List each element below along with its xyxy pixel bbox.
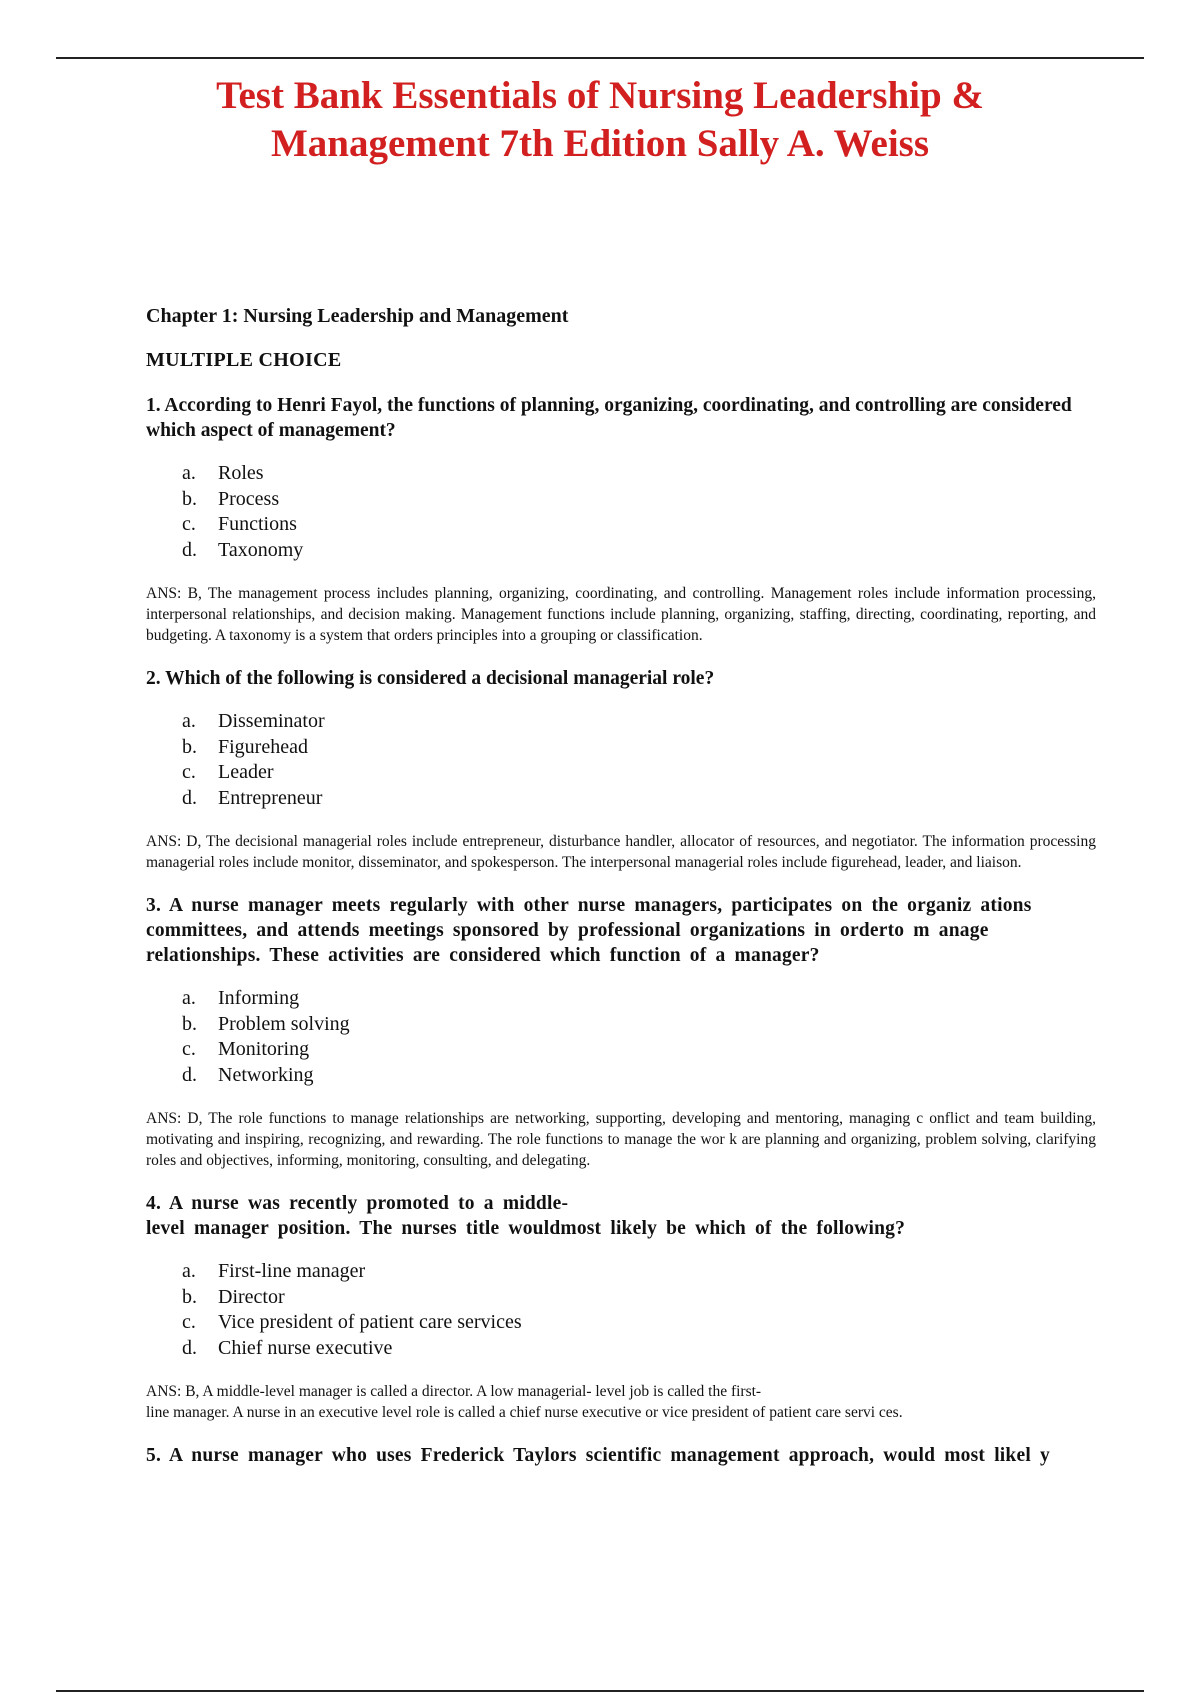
option-c: c. Vice president of patient care services (182, 1311, 522, 1333)
option-a: a. Roles (182, 462, 264, 484)
answer-1: ANS: B, The management process includes planning, organizing, coordinating, and controlling. Management roles include information processing, interpersonal relationships, and decision making. Management functions include planning, organizing, staffing, directing, coordinating, reporting, and budgeting. A taxonomy is a system that orders principles into a grouping or classification. (146, 585, 1096, 644)
title-line-1: Test Bank Essentials of Nursing Leadership & (216, 74, 984, 117)
answer-2: ANS: D, The decisional managerial roles include entrepreneur, disturbance handler, allocator of resources, and negotiator. The information processing managerial roles include monitor, disseminator, and spokesperson. The interpersonal managerial roles include figurehead, leader, and liaison. (146, 833, 1096, 871)
option-d: d. Entrepreneur (182, 786, 323, 809)
answer-4 (146, 1381, 1096, 1423)
chapter-heading: Chapter 1: Nursing Leadership and Management (146, 305, 569, 327)
document-body (146, 303, 1096, 1468)
option-c: c. Monitoring (182, 1038, 310, 1060)
question-2-options (182, 709, 1096, 811)
question-4 (146, 1191, 1096, 1241)
option-b: b. Process (182, 487, 280, 510)
question-2: 2. Which of the following is considered a decisional managerial role? (146, 668, 715, 689)
question-5: 5. A nurse manager who uses Frederick Taylors scientific management approach, would most likel y (146, 1445, 1050, 1466)
question-4-line-1: 4. A nurse was recently promoted to a middle- (146, 1193, 569, 1214)
question-3: 3. A nurse manager meets regularly with other nurse managers, participates on the organiz ations committees, and attends meetings sponsored by professional organizations in orderto m anage relationships. These activities are considered which function of a manager? (146, 895, 1032, 966)
title-line-2: Management 7th Edition Sally A. Weiss (270, 122, 930, 165)
question-3-options (182, 986, 1096, 1088)
answer-4-line-1: ANS: B, A middle-level manager is called a director. A low managerial- level job is called the first- (146, 1383, 762, 1400)
document-title (0, 72, 1200, 168)
option-c: c. Leader (182, 761, 274, 783)
section-heading: MULTIPLE CHOICE (146, 349, 342, 371)
option-a: a. Informing (182, 987, 300, 1009)
question-1-options (182, 461, 1096, 563)
answer-3: ANS: D, The role functions to manage relationships are networking, supporting, developing and mentoring, managing c onflict and team building, motivating and inspiring, recognizing, and rewarding. The role functions to manage the wor k are planning and organizing, problem solving, clarifying roles and objectives, informing, monitoring, consulting, and delegating. (146, 1110, 1096, 1169)
answer-4-line-2: line manager. A nurse in an executive level role is called a chief nurse executive or vice president of patient care servi ces. (146, 1404, 903, 1421)
option-d: d. Chief nurse executive (182, 1336, 393, 1359)
question-4-options (182, 1259, 1096, 1361)
option-d: d. Networking (182, 1063, 314, 1086)
question-1: 1. According to Henri Fayol, the functions of planning, organizing, coordinating, and controlling are considered which aspect of management? (146, 395, 1072, 441)
option-b: b. Problem solving (182, 1012, 350, 1035)
top-rule (56, 57, 1144, 59)
option-a: a. First-line manager (182, 1260, 366, 1282)
option-b: b. Director (182, 1285, 285, 1308)
option-c: c. Functions (182, 513, 297, 535)
option-d: d. Taxonomy (182, 538, 304, 561)
option-a: a. Disseminator (182, 710, 325, 732)
option-b: b. Figurehead (182, 735, 308, 758)
question-4-line-2: level manager position. The nurses title wouldmost likely be which of the following? (146, 1218, 906, 1239)
bottom-rule (56, 1690, 1144, 1692)
